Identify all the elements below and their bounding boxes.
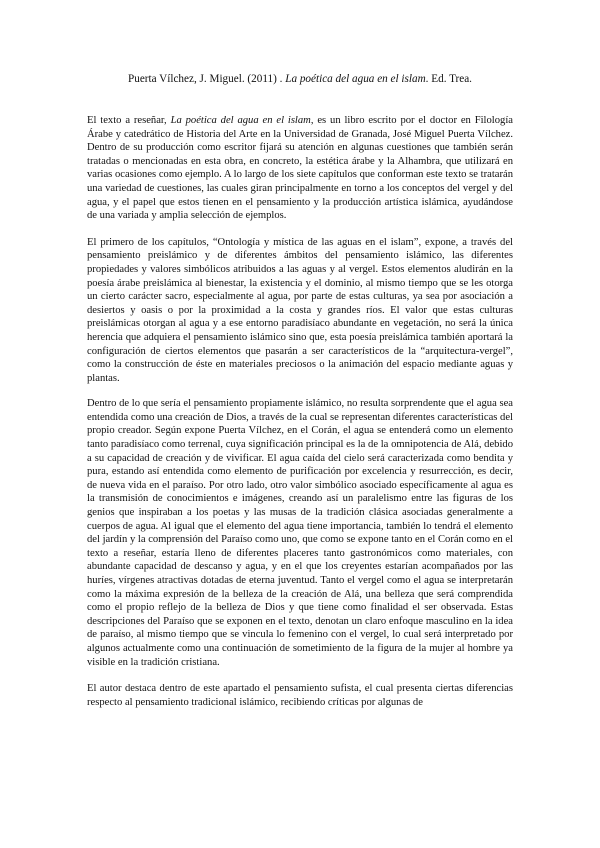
- review-body: [87, 114, 513, 709]
- paragraph-4: El autor destaca dentro de este apartado el pensamiento sufista, el cual presenta ciertas diferencias respecto al pensamiento tradicional islámico, recibiendo críticas por algunas de: [87, 683, 513, 708]
- paragraph-1-intro: El texto a reseñar,: [87, 115, 167, 126]
- paragraph-3: Dentro de lo que sería el pensamiento propiamente islámico, no resulta sorprendente que el agua sea entendida como una creación de Dios, a través de la cual se representan diferentes características del propio creador. Según expone Puerta Vílchez, en el Corán, el agua se entenderá como un elemento tanto paradisíaco como terrenal, cuya significación principal es la de la omnipotencia de Alá, debido a su capacidad de creación y de vivificar. El agua caída del cielo será caracterizada como bendita y pura, estando así entendida como elemento de purificación por excelencia y resurrección, es decir, de nueva vida en el paraíso. Por otro lado, otro valor simbólico asociado específicamente al agua es la transmisión de conocimientos e imágenes, creando así un paralelismo entre las figuras de los genios que inspiraban a los poetas y las musas de la tradición clásica asociadas generalmente a cuerpos de agua. Al igual que el elemento del agua tiene importancia, también lo tendrá el elemento del jardín y la comprensión del Paraíso como uno, que como se expone tanto en el Corán como en el texto a reseñar, estaría lleno de diferentes placeres tanto gastronómicos como materiales, con abundante capacidad de descanso y agua, y en el que los creyentes estarían acompañados por las huríes, vírgenes atractivas dotadas de eterna juventud. Tanto el vergel como el agua se interpretarán como la máxima expresión de la belleza de la creación de Alá, una belleza que será comprendida como el propio reflejo de la belleza de Dios y que tiene como finalidad el ser observada. Estas descripciones del Paraíso que se exponen en el texto, denotan un claro enfoque masculino en la idea de paraíso, al mismo tiempo que se vincula lo femenino con el vergel, lo cual será interpretado por algunos actualmente como una continuación de sometimiento de la figura de la mujer al hombre ya visible en la tradición cristiana.: [87, 398, 513, 668]
- citation-publisher: . Ed. Trea.: [425, 73, 472, 85]
- paragraph-2: El primero de los capítulos, “Ontología y mística de las aguas en el islam”, expone, a través del pensamiento preislámico y de diferentes ámbitos del pensamiento islámico, las diferentes propiedades y valores simbólicos atribuidos a las aguas y al vergel. Estos elementos aludirán en la poesía árabe preislámica al bienestar, la existencia y el dominio, al mismo tiempo que se les otorga un cierto carácter sacro, especialmente al agua, por parte de estas culturas, ya sea por asociación a desiertos y oasis o por la proximidad a la costa y grandes ríos. El valor que estas culturas preislámicas otorgan al agua y a ese entorno paradisíaco abundante en vegetación, no será la única herencia que adquiera el pensamiento islámico sino que, esta poesía preislámica también aportará la configuración de ciertos elementos que pasarán a ser característicos de la “arquitectura-vergel”, como la construcción de éste en materiales preciosos o la animación del espacio mediante aguas y plantas.: [87, 236, 513, 384]
- paragraph-1-text: , es un libro escrito por el doctor en Filología Árabe y catedrático de Historia del Arte en la Universidad de Granada, José Miguel Puerta Vílchez. Dentro de su producción como escritor fijará su atención en algunas cuestiones que también serán tratadas o mencionadas en esta obra, en concreto, la estética árabe y la Alhambra, que utilizará en varias ocasiones como ejemplo. A lo largo de los siete capítulos que conforman este texto se tratarán una variedad de cuestiones, las cuales giran principalmente en torno a los conceptos del vergel y del agua, y el papel que estos tienen en el pensamiento y la producción artística islámica, ayudándose de una variada y amplia selección de ejemplos.: [87, 115, 513, 222]
- bibliographic-citation: [0, 72, 600, 86]
- paragraph-1-book-title: La poética del agua en el islam: [170, 115, 311, 126]
- citation-book-title: La poética del agua en el islam: [285, 73, 426, 85]
- paragraph-1: [87, 114, 513, 223]
- citation-authors-year: Puerta Vílchez, J. Miguel. (2011) .: [128, 73, 283, 85]
